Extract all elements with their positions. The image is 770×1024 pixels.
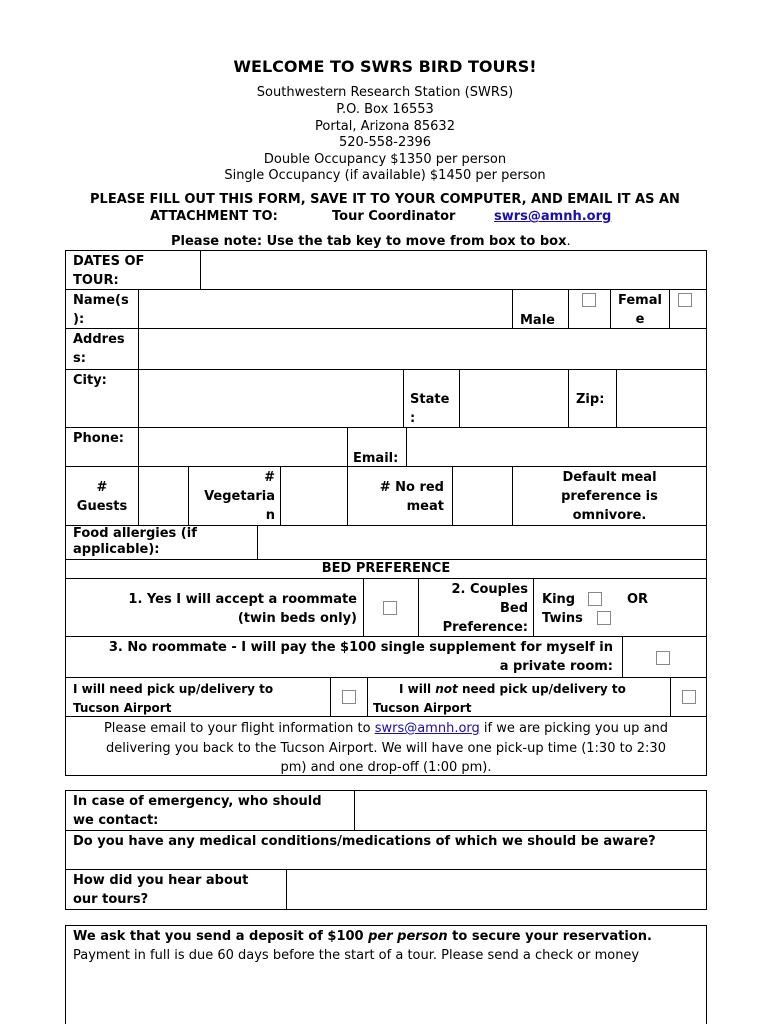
guests-label-line1: # — [96, 480, 108, 495]
twins-label: Twins — [542, 611, 583, 626]
airport-not-need-label — [373, 680, 626, 718]
bed-option-roommate — [67, 590, 357, 628]
no-red-meat-label-line2: meat — [406, 499, 444, 514]
bed-option-roommate-line2: (twin beds only) — [237, 611, 357, 626]
airport-need-label — [73, 680, 273, 718]
female-label — [612, 291, 668, 329]
deposit-prefix: We ask that you send a deposit of $100 — [73, 929, 369, 944]
female-label-line2: e — [635, 312, 645, 327]
dates-input[interactable] — [202, 252, 705, 288]
state-label-line1: State — [410, 392, 450, 407]
male-checkbox[interactable] — [582, 293, 596, 307]
flight-info-prefix: Please email to your flight information to — [103, 721, 375, 736]
org-phone: 520-558-2396 — [338, 135, 432, 150]
deposit-suffix: to secure your reservation. — [447, 929, 652, 944]
allergies-label-line1: Food allergies (if — [73, 526, 197, 541]
tab-note-text: Please note: Use the tab key to move from box to box — [171, 234, 567, 249]
flight-info-line2: delivering you back to the Tucson Airport. We will have one pick-up time (1:30 to 2:30 — [106, 740, 666, 756]
single-occupancy-price: Single Occupancy (if available) $1450 per person — [224, 168, 546, 183]
hear-about-label — [73, 871, 248, 909]
hear-about-label-line2: our tours? — [73, 892, 149, 907]
default-meal-line1: Default meal — [562, 470, 657, 485]
po-box: P.O. Box 16553 — [336, 102, 434, 117]
allergies-label-line2: applicable): — [73, 542, 160, 557]
instructions-line1: PLEASE FILL OUT THIS FORM, SAVE IT TO YOUR COMPUTER, AND EMAIL IT AS AN — [90, 192, 680, 207]
city-input[interactable] — [140, 371, 402, 426]
hear-about-input[interactable] — [288, 871, 705, 908]
vegetarian-input[interactable] — [282, 468, 346, 524]
allergies-label — [73, 526, 197, 558]
names-label — [73, 291, 129, 329]
bed-option-couples — [420, 580, 528, 637]
state-label-line2: : — [410, 411, 416, 426]
coordinator-email-link[interactable]: swrs@amnh.org — [494, 209, 612, 224]
airport-not-need-line2: Tucson Airport — [373, 701, 472, 715]
airport-not-need-line1 — [373, 682, 626, 696]
deposit-line2: Payment in full is due 60 days before the start of a tour. Please send a check or money — [73, 948, 640, 963]
tab-note — [171, 234, 571, 250]
flight-info-note — [66, 719, 706, 778]
emergency-contact-input[interactable] — [356, 792, 705, 829]
emergency-label — [73, 792, 322, 830]
default-meal-note — [513, 468, 706, 525]
bed-option-single-line2: a private room: — [499, 659, 613, 674]
default-meal-line2: preference is — [561, 489, 658, 504]
deposit-line1 — [73, 929, 652, 945]
vegetarian-label — [190, 468, 275, 525]
male-label: Male — [520, 313, 555, 328]
address-label — [73, 330, 125, 368]
tab-note-period: . — [566, 234, 571, 249]
vegetarian-label-line2: Vegetaria — [204, 489, 275, 504]
no-red-meat-label-line1: # No red — [379, 480, 444, 495]
flight-info-suffix: if we are picking you up and — [479, 721, 669, 736]
no-red-meat-input[interactable] — [454, 468, 511, 524]
guests-input[interactable] — [140, 468, 187, 524]
names-label-line2: ): — [73, 312, 85, 327]
email-label: Email: — [353, 451, 399, 466]
king-checkbox[interactable] — [588, 592, 602, 606]
bed-option-single — [67, 638, 613, 676]
female-checkbox[interactable] — [678, 293, 692, 307]
default-meal-line3: omnivore. — [572, 508, 647, 523]
address-input[interactable] — [140, 330, 705, 368]
flight-info-line3: pm) and one drop-off (1:00 pm). — [280, 760, 492, 775]
state-input[interactable] — [461, 371, 567, 426]
single-room-checkbox[interactable] — [656, 651, 670, 665]
bed-option-couples-line1: 2. Couples — [451, 582, 528, 597]
bed-option-couples-line2: Bed — [499, 601, 528, 616]
zip-label: Zip: — [576, 392, 605, 407]
emergency-label-line2: we contact: — [73, 813, 159, 828]
attachment-label: ATTACHMENT TO: — [150, 209, 278, 224]
medical-input[interactable] — [67, 850, 705, 868]
or-label: OR — [627, 592, 649, 607]
names-input[interactable] — [140, 291, 511, 327]
dates-label-line2: TOUR: — [73, 273, 119, 288]
hear-about-label-line1: How did you hear about — [73, 873, 249, 888]
address-label-line2: s: — [73, 351, 86, 366]
city-line: Portal, Arizona 85632 — [315, 119, 455, 134]
airport-not-need-suffix: need pick up/delivery to — [457, 682, 626, 696]
city-label: City: — [73, 373, 107, 388]
org-name: Southwestern Research Station (SWRS) — [256, 85, 514, 100]
state-label — [410, 390, 449, 428]
airport-not-need-prefix: I will — [399, 682, 436, 696]
emergency-label-line1: In case of emergency, who should — [73, 794, 322, 809]
email-input[interactable] — [408, 429, 705, 465]
king-label: King — [542, 592, 576, 607]
twins-checkbox[interactable] — [597, 611, 611, 625]
zip-input[interactable] — [618, 371, 705, 426]
airport-not-need-checkbox[interactable] — [682, 690, 696, 704]
bed-option-couples-line3: Preference: — [442, 620, 528, 635]
medical-label: Do you have any medical conditions/medications of which we should be aware? — [73, 834, 656, 849]
vegetarian-label-line3: n — [265, 508, 275, 523]
female-label-line1: Femal — [618, 293, 662, 308]
roommate-checkbox[interactable] — [383, 601, 397, 615]
guests-label-line2: Guests — [76, 499, 128, 514]
airport-need-line2: Tucson Airport — [73, 701, 172, 715]
allergies-input[interactable] — [259, 527, 705, 558]
airport-not-word: not — [435, 682, 458, 696]
flight-info-email-link[interactable]: swrs@amnh.org — [374, 721, 480, 736]
address-label-line1: Addres — [73, 332, 125, 347]
deposit-emph: per person — [368, 929, 448, 944]
dates-label — [73, 252, 144, 290]
guests-label — [67, 478, 137, 516]
phone-input[interactable] — [140, 429, 346, 465]
bed-option-single-line1: 3. No roommate - I will pay the $100 single supplement for myself in — [108, 640, 613, 655]
airport-need-checkbox[interactable] — [342, 690, 356, 704]
vegetarian-label-line1: # — [264, 470, 275, 485]
double-occupancy-price: Double Occupancy $1350 per person — [263, 152, 507, 167]
bed-preference-heading: BED PREFERENCE — [321, 561, 451, 576]
phone-label: Phone: — [73, 431, 124, 446]
bed-option-roommate-line1: 1. Yes I will accept a roommate — [128, 592, 357, 607]
coordinator-label: Tour Coordinator — [332, 209, 456, 224]
names-label-line1: Name(s — [73, 293, 129, 308]
page-title: WELCOME TO SWRS BIRD TOURS! — [233, 57, 537, 76]
airport-need-line1: I will need pick up/delivery to — [73, 682, 274, 696]
dates-label-line1: DATES OF — [73, 254, 145, 269]
no-red-meat-label — [349, 478, 444, 516]
